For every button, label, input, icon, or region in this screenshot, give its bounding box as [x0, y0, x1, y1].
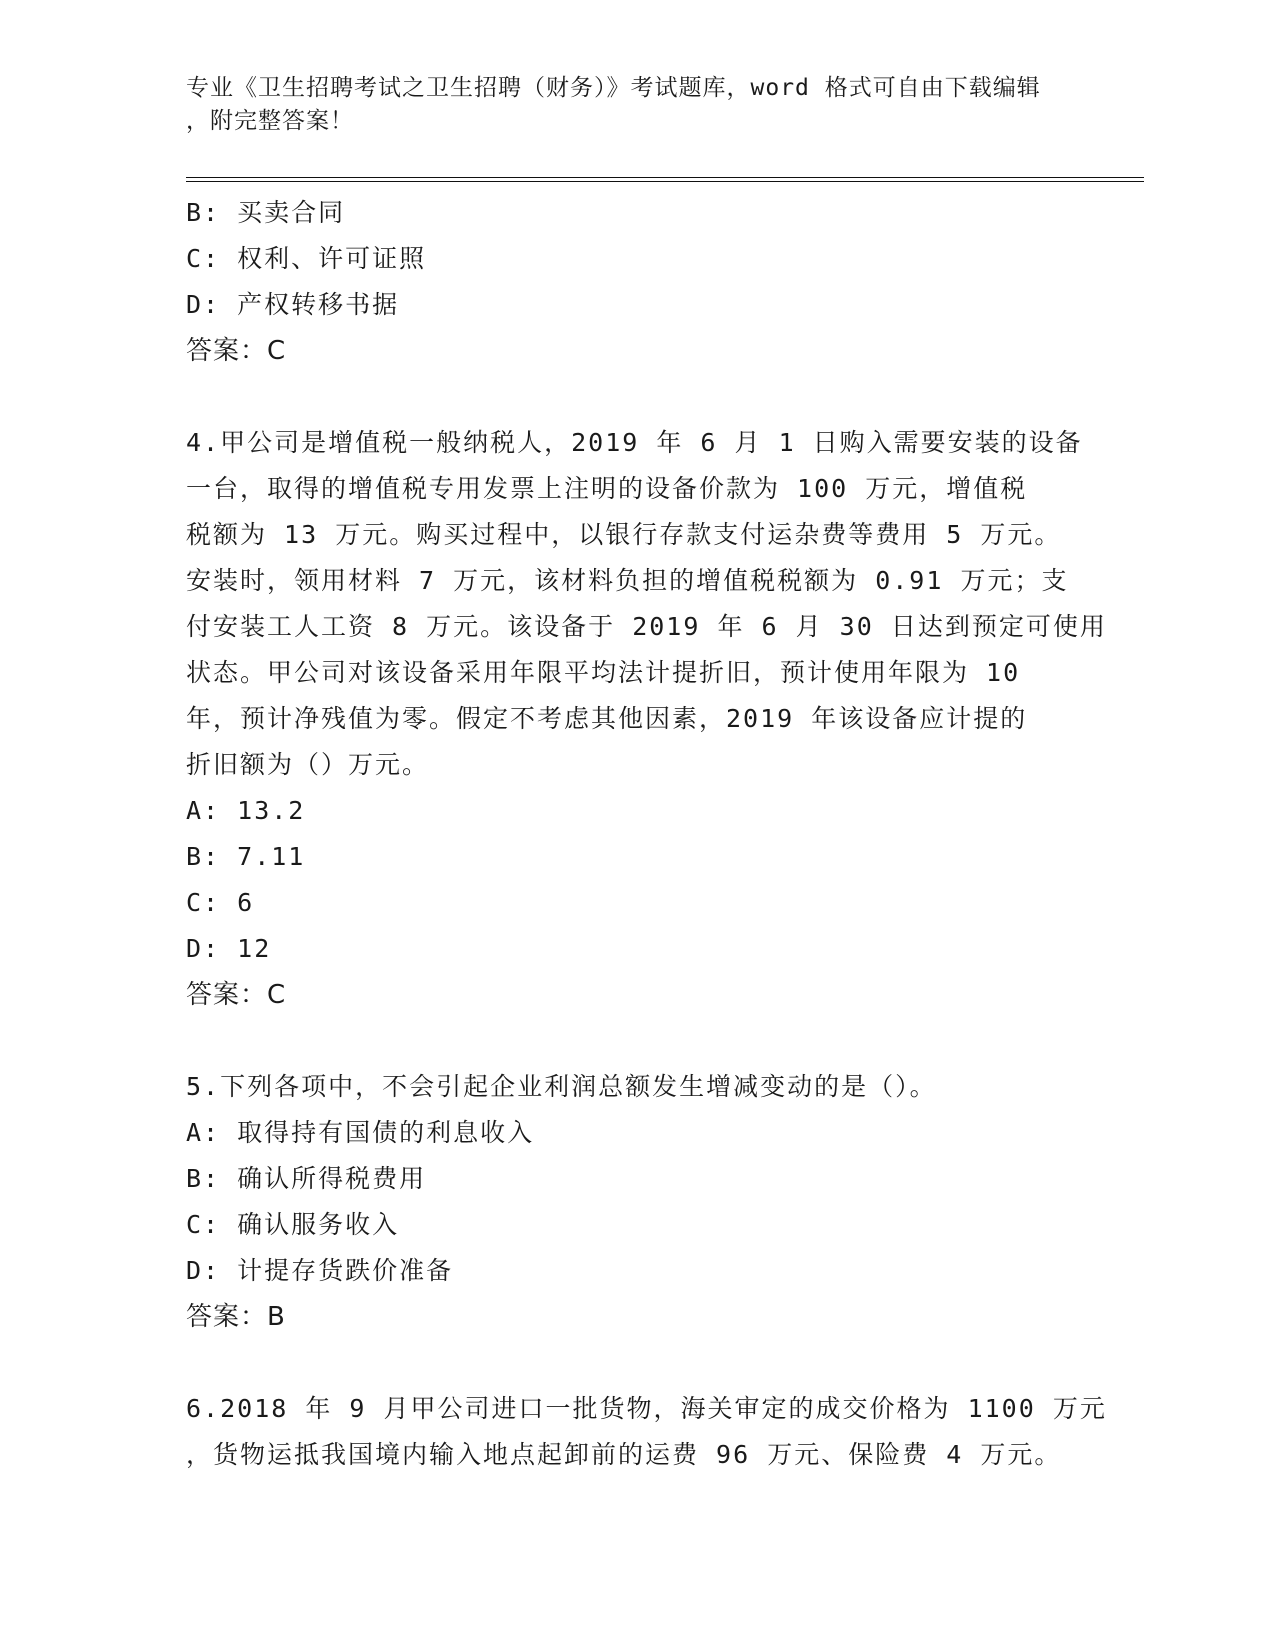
- spacer: [186, 1340, 1086, 1386]
- stem-line: 付安装工人工资 8 万元。该设备于 2019 年 6 月 30 日达到预定可使用: [186, 612, 1107, 641]
- option-a: A: 取得持有国债的利息收入: [186, 1118, 535, 1147]
- question-6: [186, 1386, 1107, 1478]
- header-line-2: ，附完整答案！: [186, 108, 354, 134]
- header-line-1: 专业《卫生招聘考试之卫生招聘（财务）》考试题库，word 格式可自由下载编辑: [186, 75, 1041, 101]
- question-stem: [186, 1386, 1107, 1478]
- option-d: D: 12: [186, 934, 272, 963]
- option-b: B: 7.11: [186, 842, 306, 871]
- question-5: [186, 1064, 1086, 1340]
- option-c: C: 权利、许可证照: [186, 244, 427, 273]
- option-c: C: 确认服务收入: [186, 1210, 400, 1239]
- spacer: [186, 374, 1086, 420]
- question-stem: 5.下列各项中，不会引起企业利润总额发生增减变动的是（）。: [186, 1072, 937, 1101]
- answer: 答案：C: [186, 980, 287, 1010]
- stem-line: 年，预计净残值为零。假定不考虑其他因素，2019 年该设备应计提的: [186, 704, 1028, 733]
- question-stem: [186, 420, 1107, 788]
- stem-line: 安装时，领用材料 7 万元，该材料负担的增值税税额为 0.91 万元；支: [186, 566, 1069, 595]
- stem-line: 状态。甲公司对该设备采用年限平均法计提折旧，预计使用年限为 10: [186, 658, 1021, 687]
- option-d: D: 计提存货跌价准备: [186, 1256, 454, 1285]
- header-divider-top: [186, 177, 1144, 178]
- stem-line: 6.2018 年 9 月甲公司进口一批货物，海关审定的成交价格为 1100 万元: [186, 1394, 1107, 1423]
- question-4: [186, 420, 1107, 1018]
- spacer: [186, 1018, 1086, 1064]
- option-c: C: 6: [186, 888, 255, 917]
- option-a: A: 13.2: [186, 796, 306, 825]
- answer: 答案：C: [186, 336, 287, 366]
- stem-line: 一台，取得的增值税专用发票上注明的设备价款为 100 万元，增值税: [186, 474, 1028, 503]
- option-d: D: 产权转移书据: [186, 290, 400, 319]
- question-3: [186, 190, 1086, 374]
- document-header: [186, 72, 1086, 138]
- stem-line: 4.甲公司是增值税一般纳税人，2019 年 6 月 1 日购入需要安装的设备: [186, 428, 1083, 457]
- header-divider-bottom: [186, 181, 1144, 182]
- answer: 答案：B: [186, 1302, 286, 1332]
- stem-line: ，货物运抵我国境内输入地点起卸前的运费 96 万元、保险费 4 万元。: [186, 1440, 1062, 1469]
- stem-line: 税额为 13 万元。购买过程中，以银行存款支付运杂费等费用 5 万元。: [186, 520, 1062, 549]
- option-b: B: 买卖合同: [186, 198, 346, 227]
- document-body: [186, 190, 1107, 1478]
- stem-line: 折旧额为（）万元。: [186, 750, 430, 779]
- option-b: B: 确认所得税费用: [186, 1164, 427, 1193]
